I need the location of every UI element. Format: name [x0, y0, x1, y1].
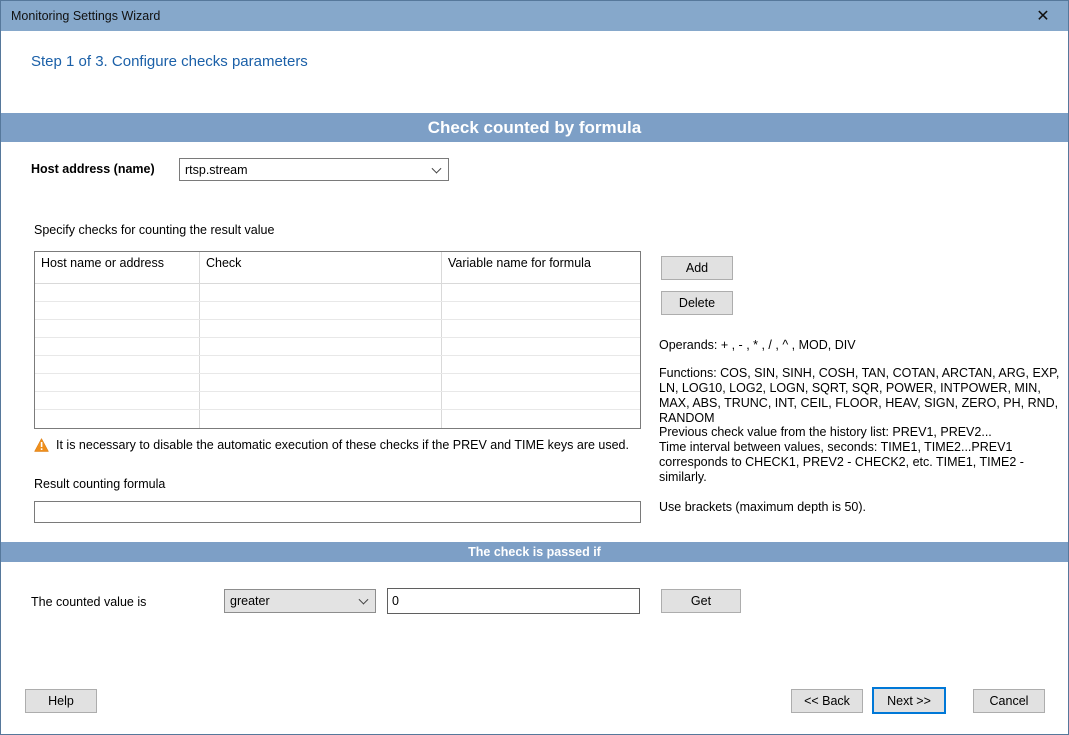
window-title: Monitoring Settings Wizard: [11, 9, 161, 23]
warning-text: It is necessary to disable the automatic execution of these checks if the PREV and TIME keys are used.: [56, 438, 629, 452]
checks-table-header: [35, 252, 640, 284]
table-row[interactable]: [35, 374, 640, 392]
table-row[interactable]: [35, 356, 640, 374]
section-header-formula: Check counted by formula: [1, 113, 1068, 142]
checks-table-body: [35, 284, 640, 428]
chevron-down-icon: [432, 163, 442, 173]
help-button[interactable]: Help: [25, 689, 97, 713]
warning-icon: [34, 438, 49, 452]
prev-line1: Previous check value from the history list: PREV1, PREV2...: [659, 425, 992, 439]
prev-time-text: [659, 425, 1061, 485]
table-row[interactable]: [35, 284, 640, 302]
threshold-input[interactable]: [387, 588, 640, 614]
formula-label: Result counting formula: [34, 477, 166, 491]
delete-button[interactable]: Delete: [661, 291, 733, 315]
next-button[interactable]: Next >>: [872, 687, 946, 714]
chevron-down-icon: [359, 595, 369, 605]
counted-value-label: The counted value is: [31, 595, 147, 609]
table-row[interactable]: [35, 320, 640, 338]
checks-table[interactable]: [34, 251, 641, 429]
cancel-button[interactable]: Cancel: [973, 689, 1045, 713]
section-header-passed: The check is passed if: [1, 542, 1068, 562]
comparison-select[interactable]: [224, 589, 376, 613]
close-icon[interactable]: ✕: [1036, 8, 1050, 25]
table-row[interactable]: [35, 410, 640, 428]
column-variable[interactable]: Variable name for formula: [448, 256, 591, 270]
column-host[interactable]: Host name or address: [35, 252, 200, 283]
checks-table-caption: Specify checks for counting the result value: [34, 223, 275, 237]
brackets-text: Use brackets (maximum depth is 50).: [659, 500, 867, 514]
back-button[interactable]: << Back: [791, 689, 863, 713]
prev-line2: Time interval between values, seconds: TIME1, TIME2...PREV1 corresponds to CHECK1, PREV2 - CHECK2, etc. TIME1, TIME2 - similarly.: [659, 440, 1024, 484]
column-check[interactable]: Check: [200, 252, 442, 283]
formula-input[interactable]: [34, 501, 641, 523]
comparison-value: greater: [230, 594, 270, 608]
host-address-value: rtsp.stream: [185, 162, 248, 177]
functions-text: Functions: COS, SIN, SINH, COSH, TAN, COTAN, ARCTAN, ARG, EXP, LN, LOG10, LOG2, LOGN, SQRT, SQR, POWER, INTPOWER, MIN, MAX, ABS, TRUNC, INT, CEIL, FLOOR, HEAV, SIGN, ZERO, PH, RND, RANDOM: [659, 366, 1060, 425]
host-address-label: Host address (name): [31, 162, 155, 176]
operands-text: Operands: + , - , * , / , ^ , MOD, DIV: [659, 338, 856, 352]
table-row[interactable]: [35, 302, 640, 320]
host-address-select[interactable]: [179, 158, 449, 181]
warning-row: [34, 438, 629, 452]
title-bar[interactable]: [1, 1, 1068, 31]
add-button[interactable]: Add: [661, 256, 733, 280]
step-title: Step 1 of 3. Configure checks parameters: [31, 53, 308, 70]
get-button[interactable]: Get: [661, 589, 741, 613]
table-row[interactable]: [35, 338, 640, 356]
table-row[interactable]: [35, 392, 640, 410]
